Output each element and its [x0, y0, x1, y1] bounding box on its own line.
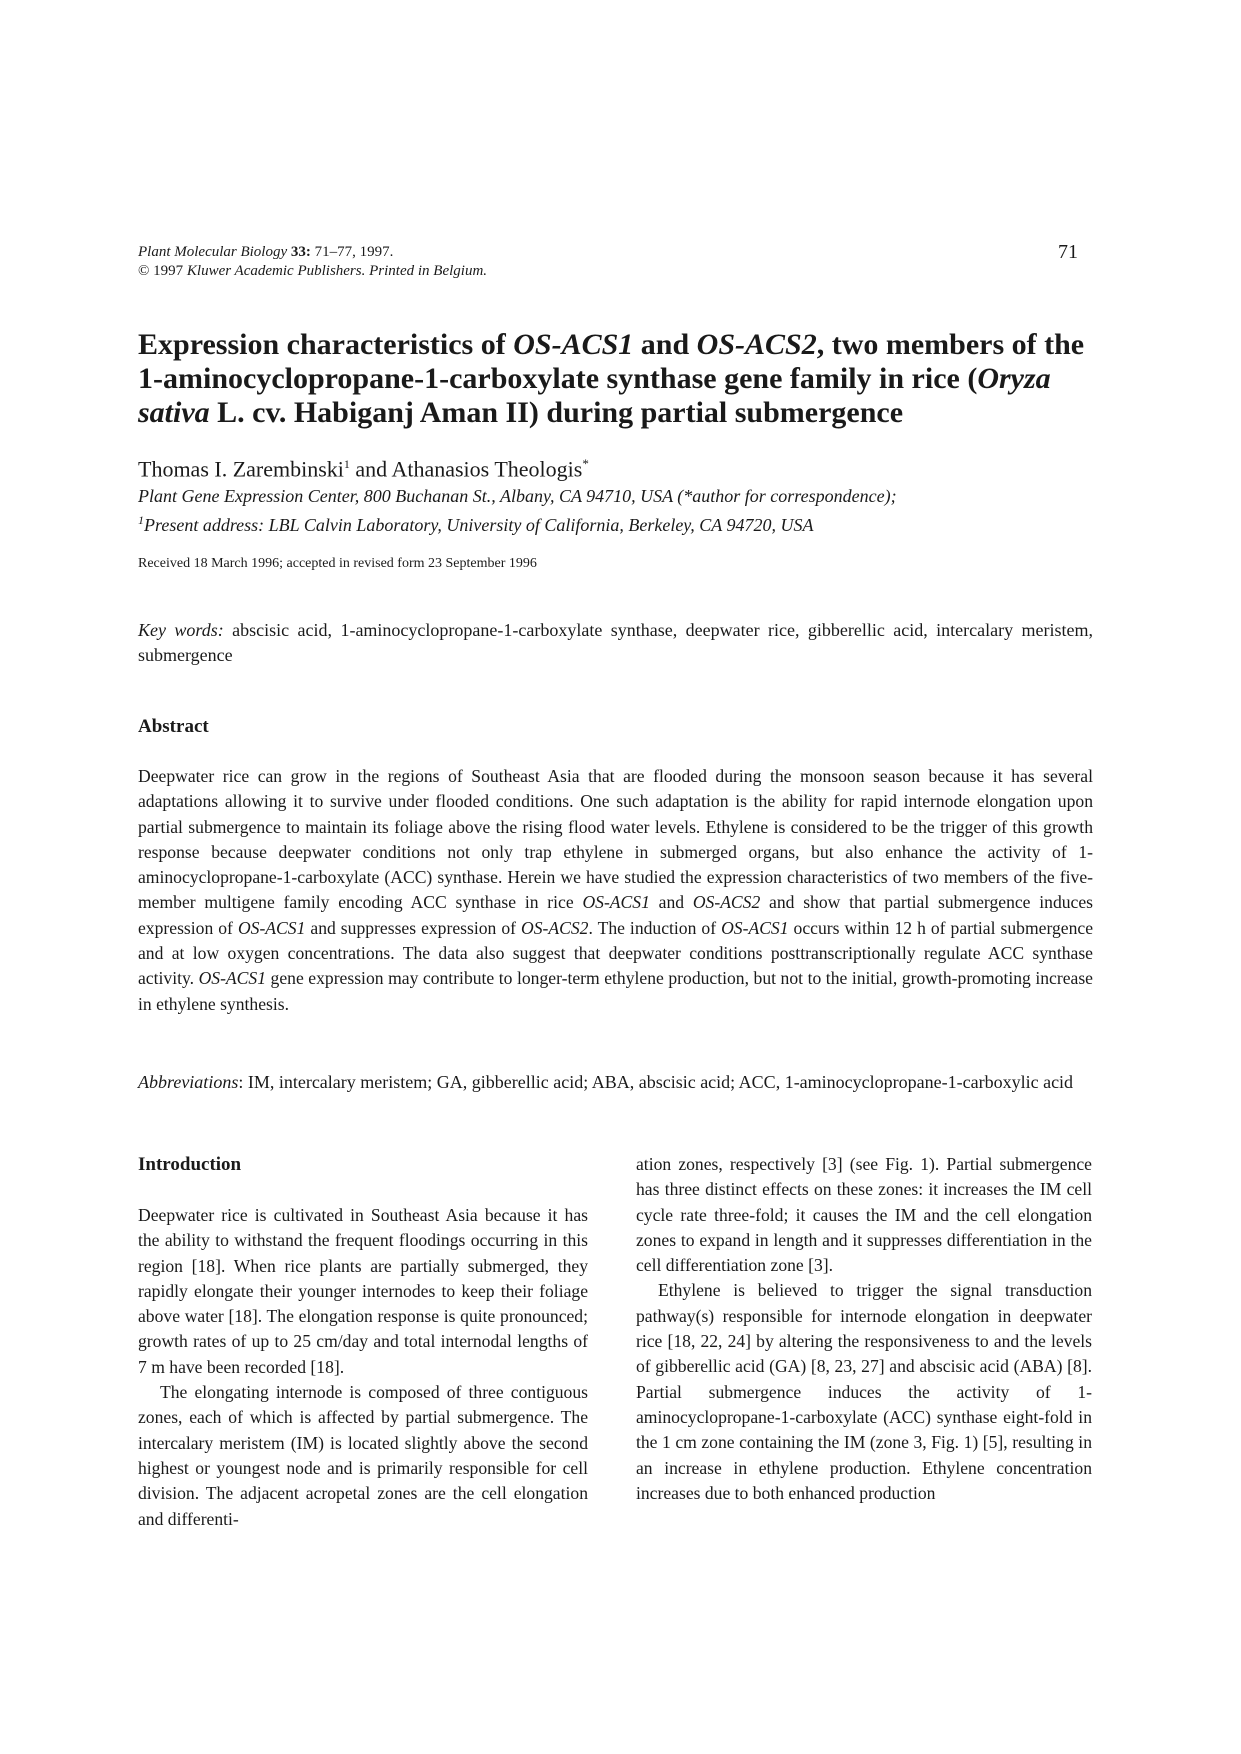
- left-column: [138, 1203, 588, 1532]
- publisher: Kluwer Academic Publishers.: [186, 263, 366, 279]
- affiliations: [138, 484, 1098, 537]
- author-name: Thomas I. Zarembinski: [138, 456, 344, 482]
- abstract-heading: Abstract: [138, 716, 209, 737]
- abstract-body: Deepwater rice can grow in the regions of Southeast Asia that are flooded during the monsoon season because it has several adaptations allowing it to survive under flooded conditions. One such adaptation is the ability for rapid internode elongation upon partial submergence to maintain its foliage above the rising flood water levels. Ethylene is considered to be the trigger of this growth response because deepwater conditions not only trap ethylene in submerged organs, but also enhance the activity of 1-aminocyclopropane-1-carboxylate (ACC) synthase. Herein we have studied the expression characteristics of two members of the five-member multigene family encoding ACC synthase in rice OS-ACS1 and OS-ACS2 and show that partial submergence induces expression of OS-ACS1 and suppresses expression of OS-ACS2. The induction of OS-ACS1 occurs within 12 h of partial submergence and at low oxygen concentrations. The data also suggest that deepwater conditions posttranscriptionally regulate ACC synthase activity. OS-ACS1 gene expression may contribute to longer-term ethylene production, but not to the initial, growth-promoting increase in ethylene synthesis.: [138, 766, 1094, 1014]
- paragraph: Deepwater rice is cultivated in Southeast Asia because it has the ability to withstand the frequent floodings occurring in this region [18]. When rice plants are partially submerged, they rapidly elongate their younger internodes to keep their foliage above water [18]. The elongation response is quite pronounced; growth rates of up to 25 cm/day and total internodal lengths of 7 m have been recorded [18].: [138, 1205, 588, 1377]
- keywords-text: abscisic acid, 1-aminocyclopropane-1-carboxylate synthase, deepwater rice, gibberellic acid, intercalary meristem, submergence: [138, 620, 1093, 665]
- keywords-label: Key words:: [138, 620, 224, 640]
- abbreviations: [138, 1070, 1093, 1095]
- copyright-year: 1997: [153, 263, 184, 279]
- printed-in: Printed in Belgium.: [369, 263, 488, 279]
- journal-name: Plant Molecular Biology: [138, 244, 288, 260]
- paragraph: ation zones, respectively [3] (see Fig. 1). Partial submergence has three distinct effects on these zones: it increases the IM cell cycle rate three-fold; it causes the IM and the cell elongation zones to expand in length and it suppresses differentiation in the cell differentiation zone [3].: [636, 1154, 1092, 1276]
- abbreviations-label: Abbreviations: [138, 1072, 239, 1092]
- page-number: 71: [1058, 241, 1078, 263]
- paragraph: Ethylene is believed to trigger the signal transduction pathway(s) responsible for internode elongation in deepwater rice [18, 22, 24] by altering the responsiveness to and the levels of gibberellic acid (GA) [8, 23, 27] and abscisic acid (ABA) [8]. Partial submergence induces the activity of 1-aminocyclopropane-1-carboxylate (ACC) synthase eight-fold in the 1 cm zone containing the IM (zone 3, Fig. 1) [5], resulting in an increase in ethylene production. Ethylene concentration increases due to both enhanced production: [636, 1280, 1092, 1503]
- author-name: Athanasios Theologis: [391, 456, 583, 482]
- article-title: Expression characteristics of OS-ACS1 and OS-ACS2, two members of the 1-aminocyclopropane-1-carboxylate synthase gene family in rice (Oryza sativa L. cv. Habiganj Aman II) during partial submergence: [138, 328, 1085, 429]
- paragraph: The elongating internode is composed of three contiguous zones, each of which is affected by partial submergence. The intercalary meristem (IM) is located slightly above the second highest or youngest node and is primarily responsible for cell division. The adjacent acropetal zones are the cell elongation and differenti-: [138, 1382, 588, 1529]
- copyright-symbol: ©: [138, 263, 150, 279]
- introduction-heading: Introduction: [138, 1154, 242, 1175]
- abbreviations-text: : IM, intercalary meristem; GA, gibberellic acid; ABA, abscisic acid; ACC, 1-aminocyclopropane-1-carboxylic acid: [238, 1072, 1074, 1092]
- journal-volume: 33:: [290, 244, 311, 260]
- affiliation: Plant Gene Expression Center, 800 Buchanan St., Albany, CA 94710, USA (*author for correspondence);: [138, 486, 897, 506]
- keywords: [138, 618, 1093, 668]
- received-dates: Received 18 March 1996; accepted in revised form 23 September 1996: [138, 556, 537, 571]
- author-list: Thomas I. Zarembinski$^1$ and Athanasios Theologis*: [138, 456, 589, 482]
- affiliation: $^1$Present address: LBL Calvin Laboratory, University of California, Berkeley, CA 94720, USA: [138, 513, 814, 535]
- right-column: [636, 1152, 1092, 1506]
- journal-pages: 71–77, 1997.: [314, 244, 394, 260]
- journal-citation: [138, 243, 487, 281]
